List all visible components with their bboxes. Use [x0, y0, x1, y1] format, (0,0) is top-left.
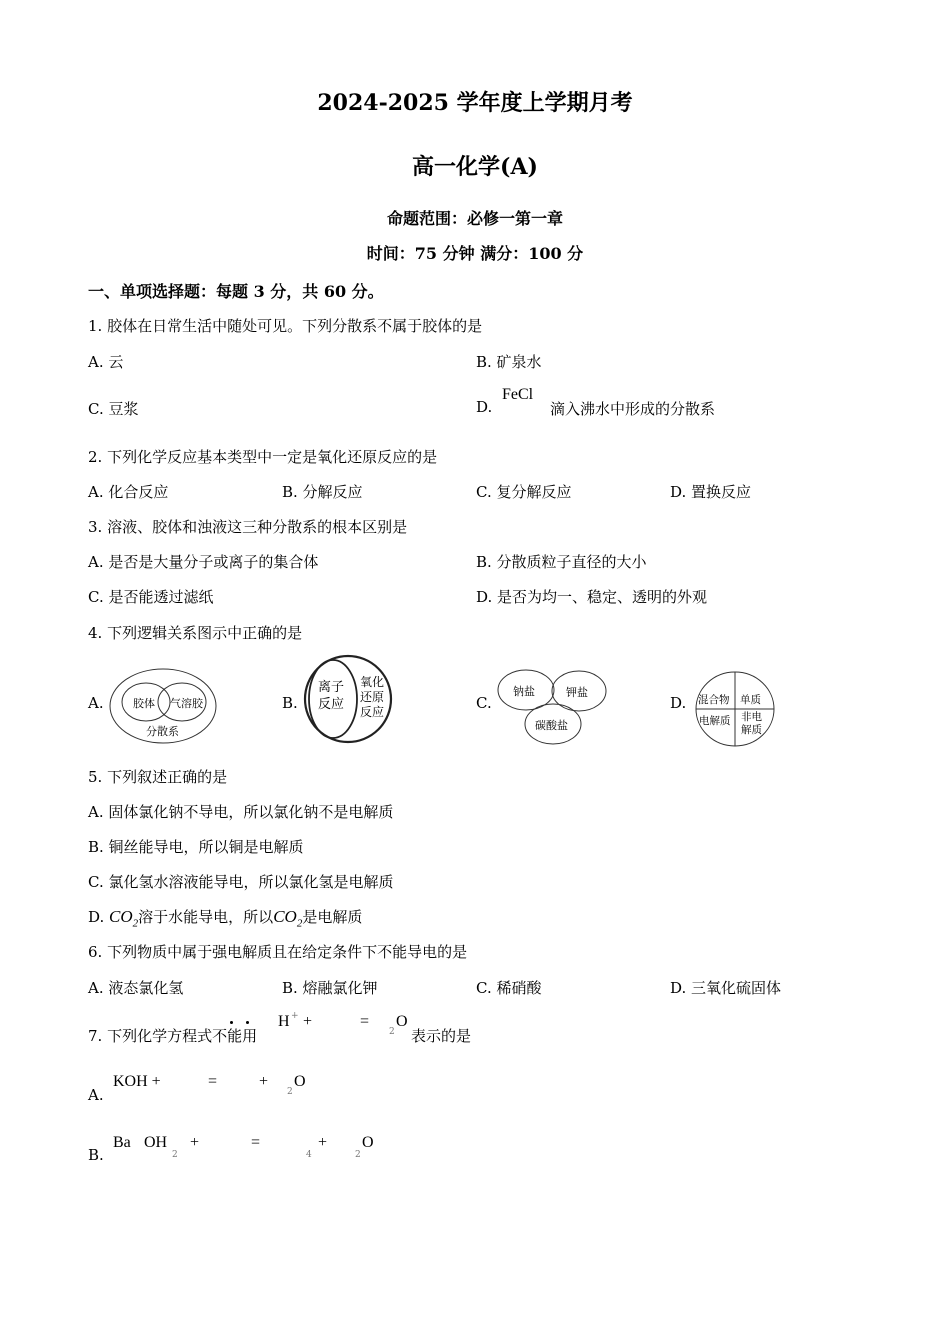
- q5-option-a: A. 固体氯化钠不导电，所以氯化钠不是电解质: [88, 803, 394, 821]
- diagram-c-label-1: 钠盐: [513, 685, 535, 698]
- q7-option-b-ba: Ba: [113, 1134, 131, 1151]
- q7-stem-post: 表示的是: [411, 1027, 472, 1045]
- q6-option-a: A. 液态氯化氢: [88, 979, 184, 997]
- diagram-a-label-left: 胶体: [133, 697, 155, 710]
- q3-option-b: B. 分散质粒子直径的大小: [476, 553, 647, 571]
- exam-title: 2024-2025 学年度上学期月考: [317, 90, 633, 116]
- q6-option-c: C. 稀硝酸: [476, 979, 542, 997]
- q3-stem: 3. 溶液、胶体和浊液这三种分散系的根本区别是: [88, 518, 408, 536]
- diagram-c-label-3: 碳酸盐: [535, 719, 568, 732]
- q3-option-c: C. 是否能透过滤纸: [88, 588, 214, 606]
- q7-option-b-equals: =: [251, 1134, 261, 1151]
- diagram-a-label-outer: 分散系: [146, 725, 179, 738]
- q6-stem: 6. 下列物质中属于强电解质且在给定条件下不能导电的是: [88, 943, 468, 961]
- q7-stem-o: O: [396, 1013, 408, 1030]
- q5-option-d: [88, 906, 362, 929]
- q3-option-d: D. 是否为均一、稳定、透明的外观: [476, 588, 708, 606]
- q5-option-d-label: D.: [88, 908, 105, 926]
- q6-option-b: B. 熔融氯化钾: [282, 979, 378, 997]
- q7-option-a-formula: KOH +: [113, 1073, 161, 1090]
- q5-option-b: B. 铜丝能导电，所以铜是电解质: [88, 838, 304, 856]
- diagram-b-inner-text-2: 反应: [318, 697, 345, 712]
- q4-stem: 4. 下列逻辑关系图示中正确的是: [88, 624, 303, 642]
- q7-option-b-o: O: [362, 1134, 374, 1151]
- q4-option-d-label: D.: [670, 694, 687, 712]
- diagram-d-label-br-1: 非电: [741, 711, 762, 723]
- q7-option-b-subscript: 2: [172, 1150, 178, 1160]
- diagram-a-label-right: 气溶胶: [170, 697, 203, 710]
- q7-option-a-equals: =: [208, 1073, 218, 1090]
- q4-option-c-label: C.: [476, 694, 492, 712]
- q1-option-a: A. 云: [88, 353, 124, 371]
- q7-ion-h: H: [278, 1013, 290, 1030]
- q7-option-a-subscript: 2: [287, 1087, 293, 1097]
- q1-option-d-label: D.: [476, 398, 493, 416]
- q2-option-c: C. 复分解反应: [476, 483, 572, 501]
- q1-stem: 1. 胶体在日常生活中随处可见。下列分散系不属于胶体的是: [88, 317, 483, 335]
- section-heading: 一、单项选择题：每题 3 分，共 60 分。: [88, 282, 384, 301]
- q7-option-b-plus-2: +: [318, 1134, 328, 1151]
- q7-stem-equals: =: [360, 1013, 370, 1030]
- q2-option-b: B. 分解反应: [282, 483, 363, 501]
- q1-option-b: B. 矿泉水: [476, 353, 542, 371]
- q7-stem-plus: +: [303, 1013, 313, 1030]
- emphasis-dot: [246, 1021, 249, 1024]
- q7-option-b-label: B.: [88, 1146, 104, 1164]
- q7-option-a-o: O: [294, 1073, 306, 1090]
- q7-option-a-plus: +: [259, 1073, 269, 1090]
- diagram-d-label-bl: 电解质: [699, 715, 731, 727]
- q2-option-a: A. 化合反应: [88, 483, 169, 501]
- q5-stem: 5. 下列叙述正确的是: [88, 768, 228, 786]
- exam-time: 时间：75 分钟 满分：100 分: [366, 244, 584, 263]
- q5-formula-co2-2: $CO_2$: [273, 907, 303, 930]
- q5-option-d-mid: 溶于水能导电，所以: [138, 908, 274, 926]
- q1-option-d-text: 滴入沸水中形成的分散系: [550, 400, 716, 418]
- q5-option-c: C. 氯化氢水溶液能导电，所以氯化氢是电解质: [88, 873, 394, 891]
- q4-diagram-d: [694, 670, 776, 748]
- diagram-d-label-br-2: 解质: [741, 724, 762, 736]
- q7-option-b-subscript-2: 4: [306, 1150, 312, 1160]
- q5-option-d-end: 是电解质: [302, 908, 363, 926]
- q4-option-a-label: A.: [88, 694, 104, 712]
- q7-stem-subscript: 2: [389, 1027, 395, 1037]
- q4-diagram-c: [496, 667, 608, 749]
- q3-option-a: A. 是否是大量分子或离子的集合体: [88, 553, 319, 571]
- q1-option-d-formula: FeCl: [502, 386, 534, 403]
- exam-scope: 命题范围：必修一第一章: [386, 209, 563, 228]
- q4-diagram-a: [108, 666, 220, 746]
- exam-subject: 高一化学(A): [412, 154, 538, 180]
- q7-stem-pre: 7. 下列化学方程式不能用: [88, 1027, 258, 1045]
- q7-option-b-oh: OH: [144, 1134, 168, 1151]
- diagram-b-inner-text-1: 离子: [318, 680, 345, 695]
- q7-option-a-label: A.: [88, 1086, 104, 1104]
- emphasis-dot: [230, 1021, 233, 1024]
- q1-option-c: C. 豆浆: [88, 400, 139, 418]
- diagram-d-label-tr: 单质: [740, 694, 761, 706]
- q5-formula-co2-1: $CO_2$: [109, 907, 139, 930]
- q4-option-b-label: B.: [282, 694, 298, 712]
- q7-ion-h-charge: +: [291, 1011, 299, 1021]
- q7-option-b-plus-1: +: [190, 1134, 200, 1151]
- diagram-c-label-2: 钾盐: [566, 686, 588, 699]
- q7-option-b-subscript-3: 2: [355, 1150, 361, 1160]
- q4-diagram-b: [302, 654, 394, 744]
- q6-option-d: D. 三氧化硫固体: [670, 979, 782, 997]
- diagram-b-outer-text-1: 氧化: [360, 675, 385, 689]
- diagram-d-label-tl: 混合物: [698, 694, 730, 706]
- diagram-b-outer-text-3: 反应: [360, 705, 385, 719]
- q2-stem: 2. 下列化学反应基本类型中一定是氧化还原反应的是: [88, 448, 438, 466]
- diagram-b-outer-text-2: 还原: [360, 690, 385, 704]
- q2-option-d: D. 置换反应: [670, 483, 752, 501]
